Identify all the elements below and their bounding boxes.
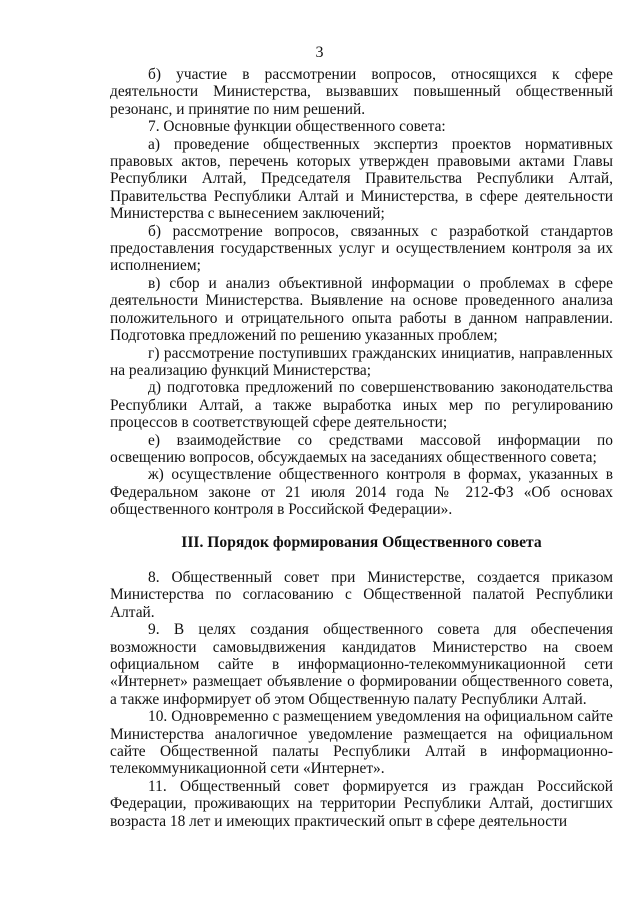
page-number: 3 [315, 44, 324, 61]
paragraph: д) подготовка предложений по совершенствованию законодательства Республики Алтай, а также выработка иных мер по регулированию процессов в соответствующей сфере деятельности; [110, 379, 613, 432]
paragraph: в) сбор и анализ объективной информации о проблемах в сфере деятельности Министерства. Выявление на основе проведенного анализа положительного и отрицательного опыта работы в данном направлении. Подготовка предложений по решению указанных проблем; [110, 274, 613, 345]
paragraphs-after-heading [110, 569, 613, 830]
paragraph: б) рассмотрение вопросов, связанных с разработкой стандартов предоставления государственных услуг и осуществлением контроля за их исполнением; [110, 222, 613, 275]
paragraph: 10. Одновременно с размещением уведомления на официальном сайте Министерства аналогичное уведомление размещается на официальном сайте Общественной палаты Республики Алтай в информационно-телекоммуникационной сети «Интернет». [110, 708, 613, 778]
paragraph: 11. Общественный совет формируется из граждан Российской Федерации, проживающих на территории Республики Алтай, достигших возраста 18 лет и имеющих практический опыт в сфере деятельности [110, 777, 613, 830]
paragraph: а) проведение общественных экспертиз проектов нормативных правовых актов, перечень которых утвержден правовыми актами Главы Республики Алтай, Председателя Правительства Республики Алтай, Правительства Республики Алтай и Министерства, в сфере деятельности Министерства с вынесением заключений; [110, 135, 613, 223]
section-heading: III. Порядок формирования Общественного совета [181, 533, 542, 551]
paragraph: ж) осуществление общественного контроля в формах, указанных в Федеральном законе от 21 июля 2014 года № 212-ФЗ «Об основах общественного контроля в Российской Федерации». [110, 466, 613, 519]
paragraph: е) взаимодействие со средствами массовой информации по освещению вопросов, обсуждаемых на заседаниях общественного совета; [110, 431, 613, 466]
paragraph: 8. Общественный совет при Министерстве, создается приказом Министерства по согласованию с Общественной палатой Республики Алтай. [110, 568, 613, 621]
paragraph: 7. Основные функции общественного совета: [148, 118, 446, 136]
document-body [110, 66, 613, 830]
paragraph: г) рассмотрение поступивших гражданских инициатив, направленных на реализацию функций Министерства; [110, 344, 613, 379]
paragraph: 9. В целях создания общественного совета для обеспечения возможности самовыдвижения кандидатов Министерство на своем официальном сайте в информационно-телекоммуникационной сети «Интернет» размещает объявление о формировании общественного совета, а также информирует об этом Общественную палату Республики Алтай. [110, 621, 613, 708]
paragraphs-before-heading [110, 66, 613, 519]
paragraph: б) участие в рассмотрении вопросов, относящихся к сфере деятельности Министерства, вызвавших повышенный общественный резонанс, и принятие по ним решений. [110, 66, 613, 118]
